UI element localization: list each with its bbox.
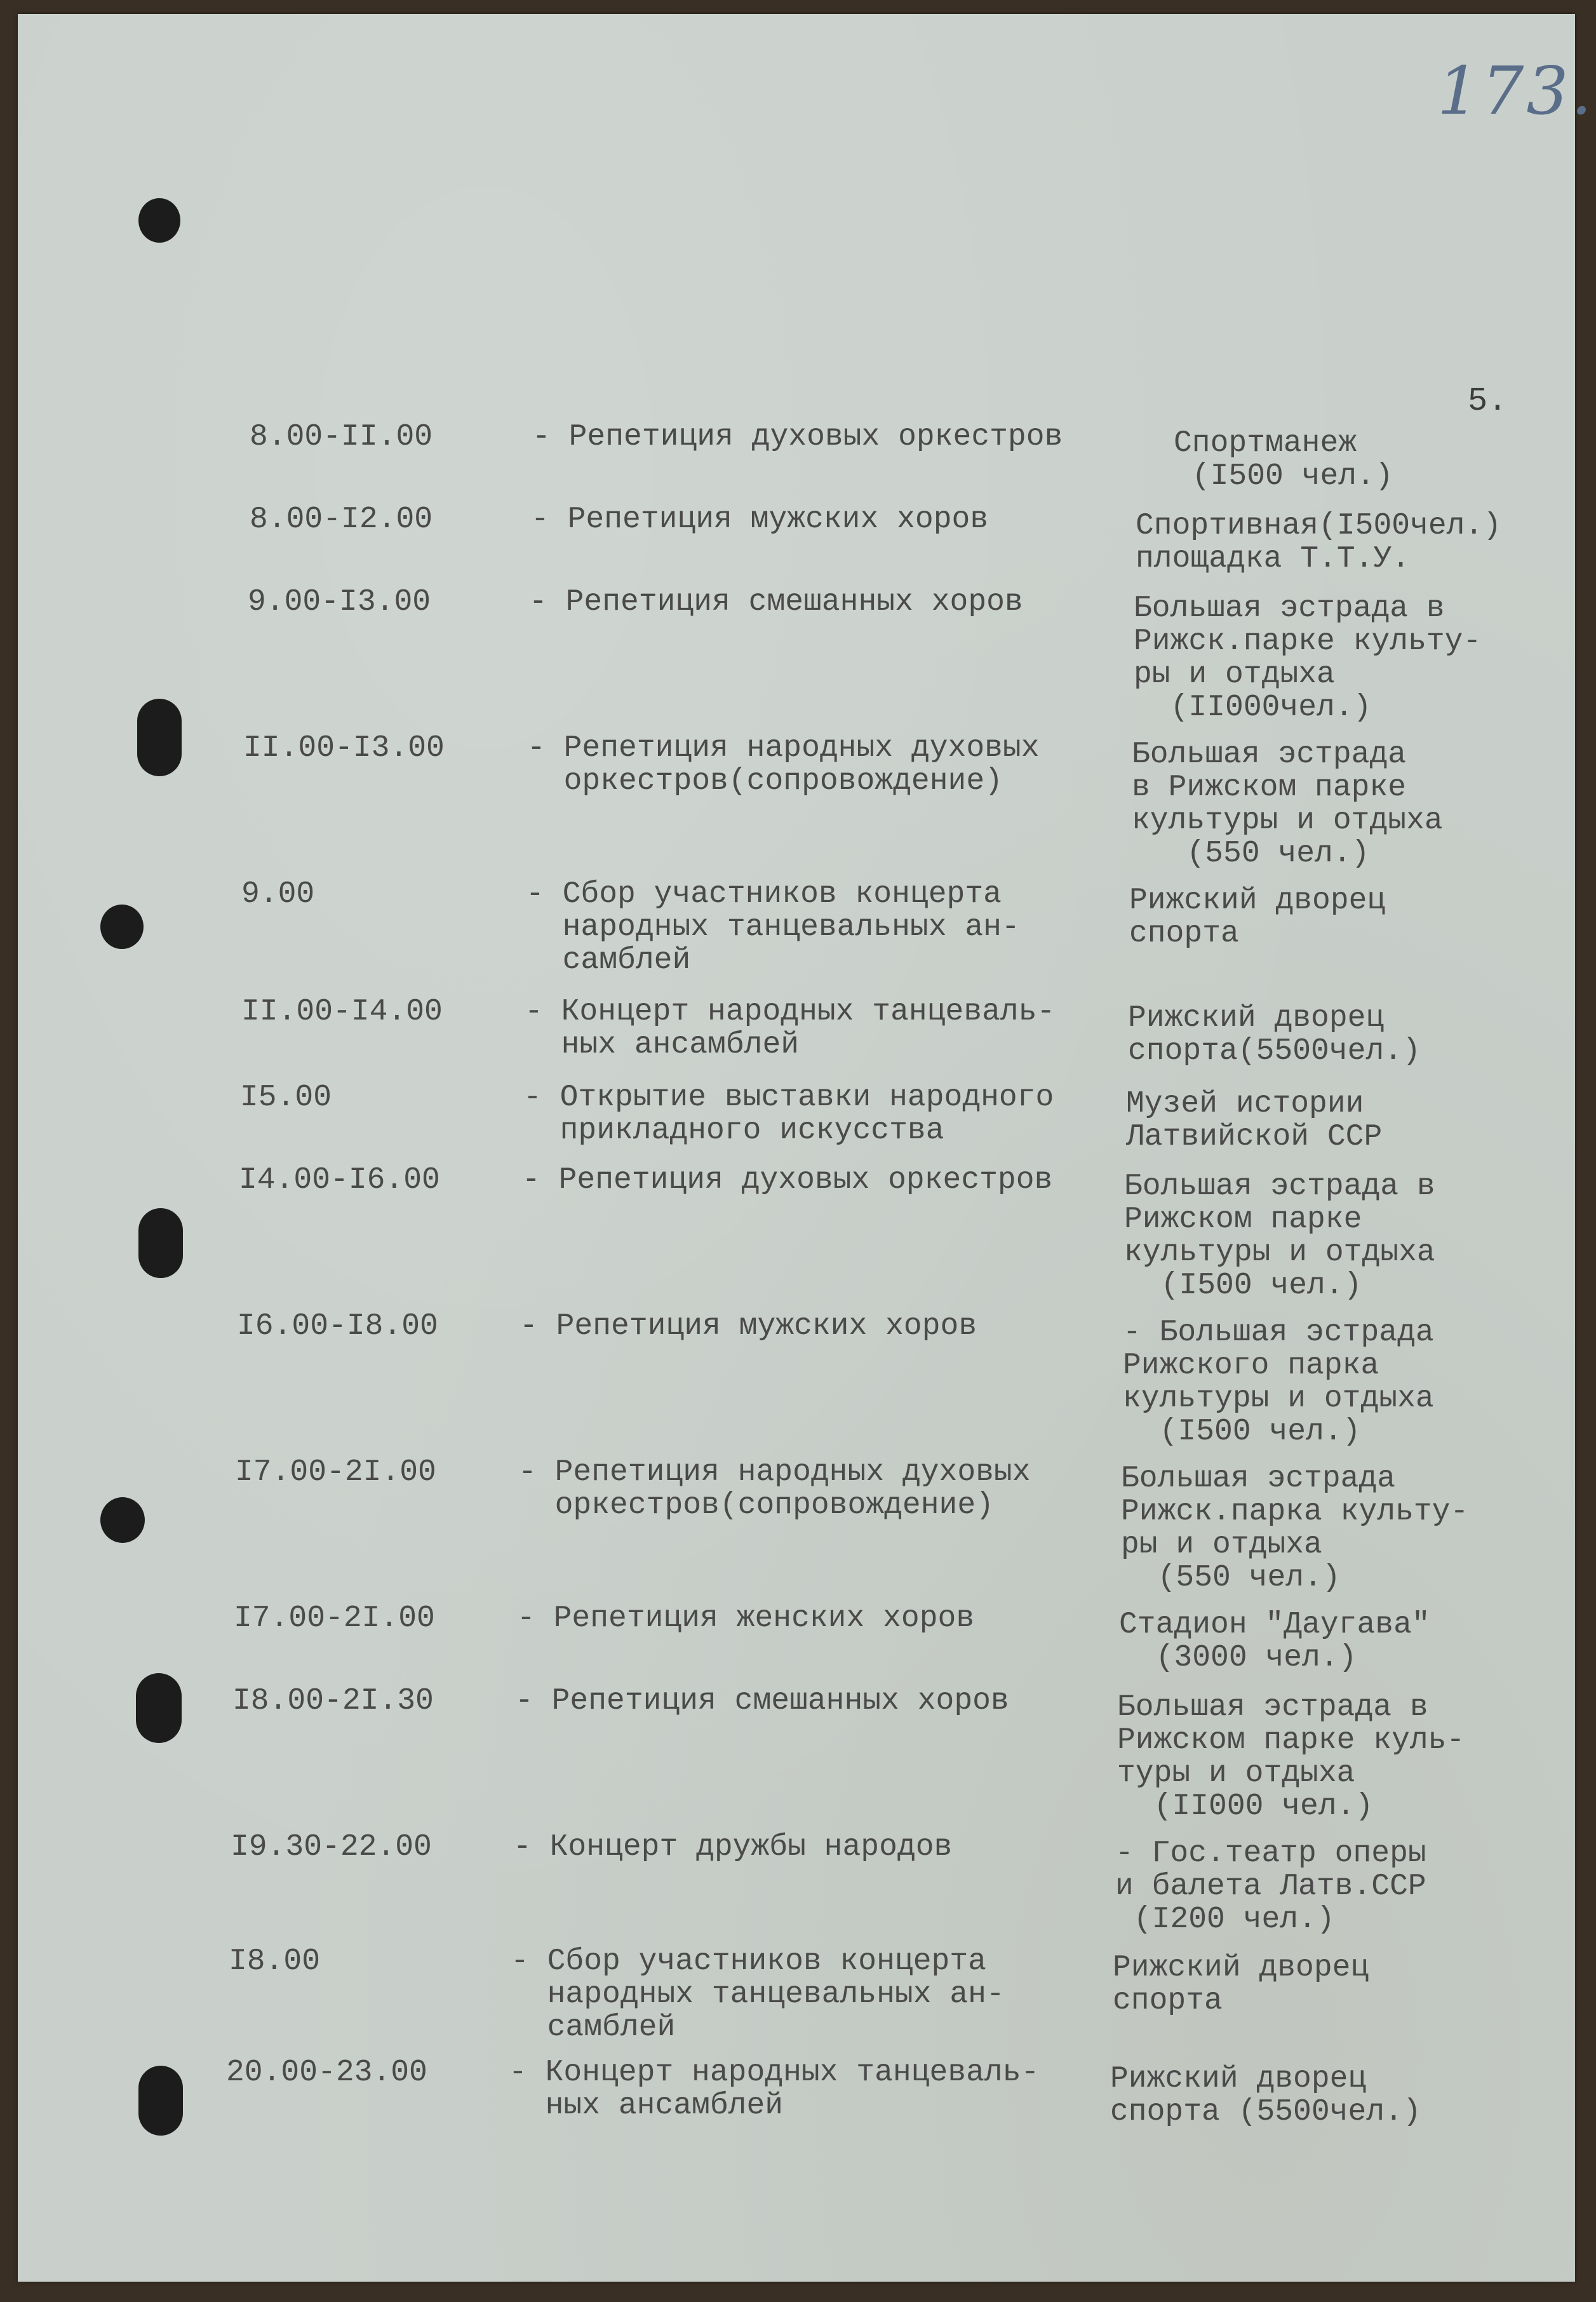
event-line: - Репетиция духовых оркестров (532, 420, 1063, 454)
venue-line: Рижского парка (1123, 1349, 1379, 1383)
schedule-event (531, 503, 988, 536)
schedule-time: II.00-I4.00 (241, 995, 443, 1029)
schedule-time: II.00-I3.00 (243, 731, 445, 765)
punch-hole-5 (100, 1497, 145, 1543)
event-line: - Концерт народных танцеваль- (525, 995, 1056, 1029)
schedule-venue (1123, 1316, 1434, 1448)
venue-line: Рижск.парке культу- (1134, 624, 1482, 659)
schedule-time: I6.00-I8.00 (237, 1309, 438, 1343)
venue-line: (550 чел.) (1121, 1561, 1341, 1595)
schedule-time: I7.00-2I.00 (235, 1455, 436, 1490)
venue-line: (I200 чел.) (1115, 1902, 1335, 1937)
schedule-time: I5.00 (240, 1080, 332, 1115)
schedule-event (509, 2056, 1039, 2122)
venue-line: Спортманеж (1174, 426, 1357, 461)
venue-line: спорта (5500чел.) (1110, 2095, 1421, 2129)
venue-line: Рижском парке (1124, 1202, 1362, 1237)
venue-line: (II000 чел.) (1117, 1789, 1374, 1824)
venue-line: спорта(5500чел.) (1128, 1034, 1421, 1068)
document-page (18, 14, 1595, 2282)
venue-line: ры и отдыха (1121, 1528, 1322, 1562)
punch-hole-2 (137, 699, 182, 776)
venue-line: Большая эстрада (1121, 1462, 1396, 1496)
event-line: - Репетиция народных духовых (518, 1455, 1031, 1490)
schedule-event (527, 732, 1040, 798)
schedule-event (526, 878, 1020, 977)
event-line: оркестров(сопровождение) (527, 764, 1003, 798)
venue-line: культуры и отдыха (1132, 804, 1443, 838)
venue-line: (II000чел.) (1134, 690, 1372, 725)
punch-hole-1 (138, 198, 180, 243)
schedule-time: I8.00 (229, 1944, 321, 1979)
venue-line: в Рижском парке (1132, 771, 1407, 805)
event-line: - Репетиция смешанных хоров (529, 585, 1023, 619)
schedule-time: 8.00-I2.00 (250, 502, 433, 537)
schedule-venue (1110, 2063, 1421, 2129)
event-line: прикладного искусства (523, 1114, 944, 1148)
schedule-venue (1174, 427, 1393, 493)
schedule-time: I7.00-2I.00 (234, 1601, 435, 1636)
venue-line: Спортивная(I500чел.) (1136, 509, 1502, 543)
venue-line: и балета Латв.ССР (1115, 1869, 1426, 1904)
venue-line: спорта (1129, 917, 1239, 951)
event-line: самблей (526, 943, 691, 978)
venue-line: Большая эстрада (1132, 737, 1407, 772)
schedule-venue (1126, 1087, 1382, 1154)
schedule-venue (1119, 1608, 1430, 1674)
schedule-event (522, 1164, 1052, 1197)
event-line: - Репетиция мужских хоров (520, 1309, 977, 1343)
schedule-venue (1128, 1002, 1421, 1068)
venue-line: Музей истории (1126, 1087, 1364, 1121)
punch-hole-7 (138, 2066, 183, 2136)
schedule-venue (1117, 1691, 1465, 1823)
schedule-time: 9.00-I3.00 (248, 585, 431, 619)
schedule-event (515, 1685, 1009, 1718)
venue-line: - Гос.театр оперы (1115, 1836, 1426, 1871)
schedule-event (529, 586, 1023, 619)
schedule-time: 9.00 (241, 877, 315, 912)
event-line: - Сбор участников концерта (526, 877, 1002, 912)
punch-hole-3 (100, 905, 144, 949)
schedule-event (518, 1456, 1031, 1522)
punch-hole-4 (138, 1208, 183, 1278)
venue-line: Рижском парке куль- (1117, 1723, 1465, 1758)
venue-line: - Большая эстрада (1123, 1316, 1434, 1350)
venue-line: Латвийской ССР (1126, 1120, 1383, 1154)
schedule-venue (1136, 509, 1501, 576)
event-line: - Сбор участников концерта (511, 1944, 986, 1979)
schedule-event (513, 1831, 952, 1864)
event-line: самблей (511, 2010, 676, 2045)
venue-line: (I500 чел.) (1124, 1269, 1362, 1303)
schedule-event (517, 1602, 974, 1635)
event-line: - Репетиция смешанных хоров (515, 1684, 1009, 1718)
schedule-venue (1113, 1951, 1369, 2017)
venue-line: Рижский дворец (1110, 2062, 1367, 2096)
event-line: - Концерт дружбы народов (513, 1830, 953, 1864)
venue-line: (I500 чел.) (1174, 459, 1393, 494)
schedule-event (532, 421, 1063, 454)
venue-line: туры и отдыха (1117, 1756, 1355, 1791)
schedule-time: 8.00-II.00 (250, 420, 433, 454)
schedule-time: I9.30-22.00 (231, 1830, 432, 1864)
schedule-venue (1115, 1837, 1426, 1936)
schedule-time: I4.00-I6.00 (239, 1163, 440, 1197)
event-line: - Репетиция народных духовых (527, 731, 1040, 765)
event-line: - Репетиция женских хоров (517, 1601, 975, 1636)
schedule-event (523, 1081, 1054, 1147)
venue-line: Большая эстрада в (1134, 591, 1445, 626)
venue-line: Рижский дворец (1129, 884, 1386, 918)
schedule-event (525, 995, 1055, 1061)
venue-line: площадка Т.Т.У. (1136, 542, 1411, 576)
archive-page-number: 173. (1437, 52, 1595, 130)
schedule-venue (1124, 1170, 1435, 1302)
event-line: - Репетиция духовых оркестров (522, 1163, 1053, 1197)
schedule-time: I8.00-2I.30 (232, 1684, 434, 1718)
event-line: ных ансамблей (509, 2089, 784, 2123)
schedule-event (511, 1945, 1005, 2044)
event-line: - Репетиция мужских хоров (531, 502, 989, 537)
event-line: народных танцевальных ан- (511, 1977, 1005, 2012)
event-line: ных ансамблей (525, 1028, 800, 1062)
venue-line: Рижский дворец (1113, 1951, 1369, 1985)
page-number: 5. (1468, 382, 1508, 420)
event-line: оркестров(сопровождение) (518, 1488, 994, 1523)
schedule-venue (1129, 884, 1385, 950)
venue-line: (550 чел.) (1132, 837, 1370, 871)
event-line: - Концерт народных танцеваль- (509, 2056, 1040, 2090)
schedule-time: 20.00-23.00 (226, 2056, 427, 2090)
venue-line: культуры и отдыха (1124, 1235, 1435, 1270)
venue-line: Стадион "Даугава" (1119, 1608, 1430, 1642)
venue-line: Большая эстрада в (1124, 1169, 1435, 1204)
schedule-event (520, 1310, 977, 1343)
punch-hole-6 (136, 1673, 182, 1743)
venue-line: спорта (1113, 1984, 1223, 2018)
venue-line: (I500 чел.) (1123, 1415, 1361, 1449)
schedule-venue (1132, 738, 1443, 870)
venue-line: Большая эстрада в (1117, 1690, 1428, 1725)
schedule-venue (1134, 592, 1481, 724)
venue-line: Рижск.парка культу- (1121, 1495, 1469, 1529)
venue-line: ры и отдыха (1134, 657, 1335, 692)
schedule-venue (1121, 1462, 1468, 1594)
venue-line: (3000 чел.) (1119, 1641, 1357, 1675)
venue-line: культуры и отдыха (1123, 1382, 1434, 1416)
venue-line: Рижский дворец (1128, 1001, 1385, 1035)
event-line: - Открытие выставки народного (523, 1080, 1054, 1115)
event-line: народных танцевальных ан- (526, 910, 1020, 945)
